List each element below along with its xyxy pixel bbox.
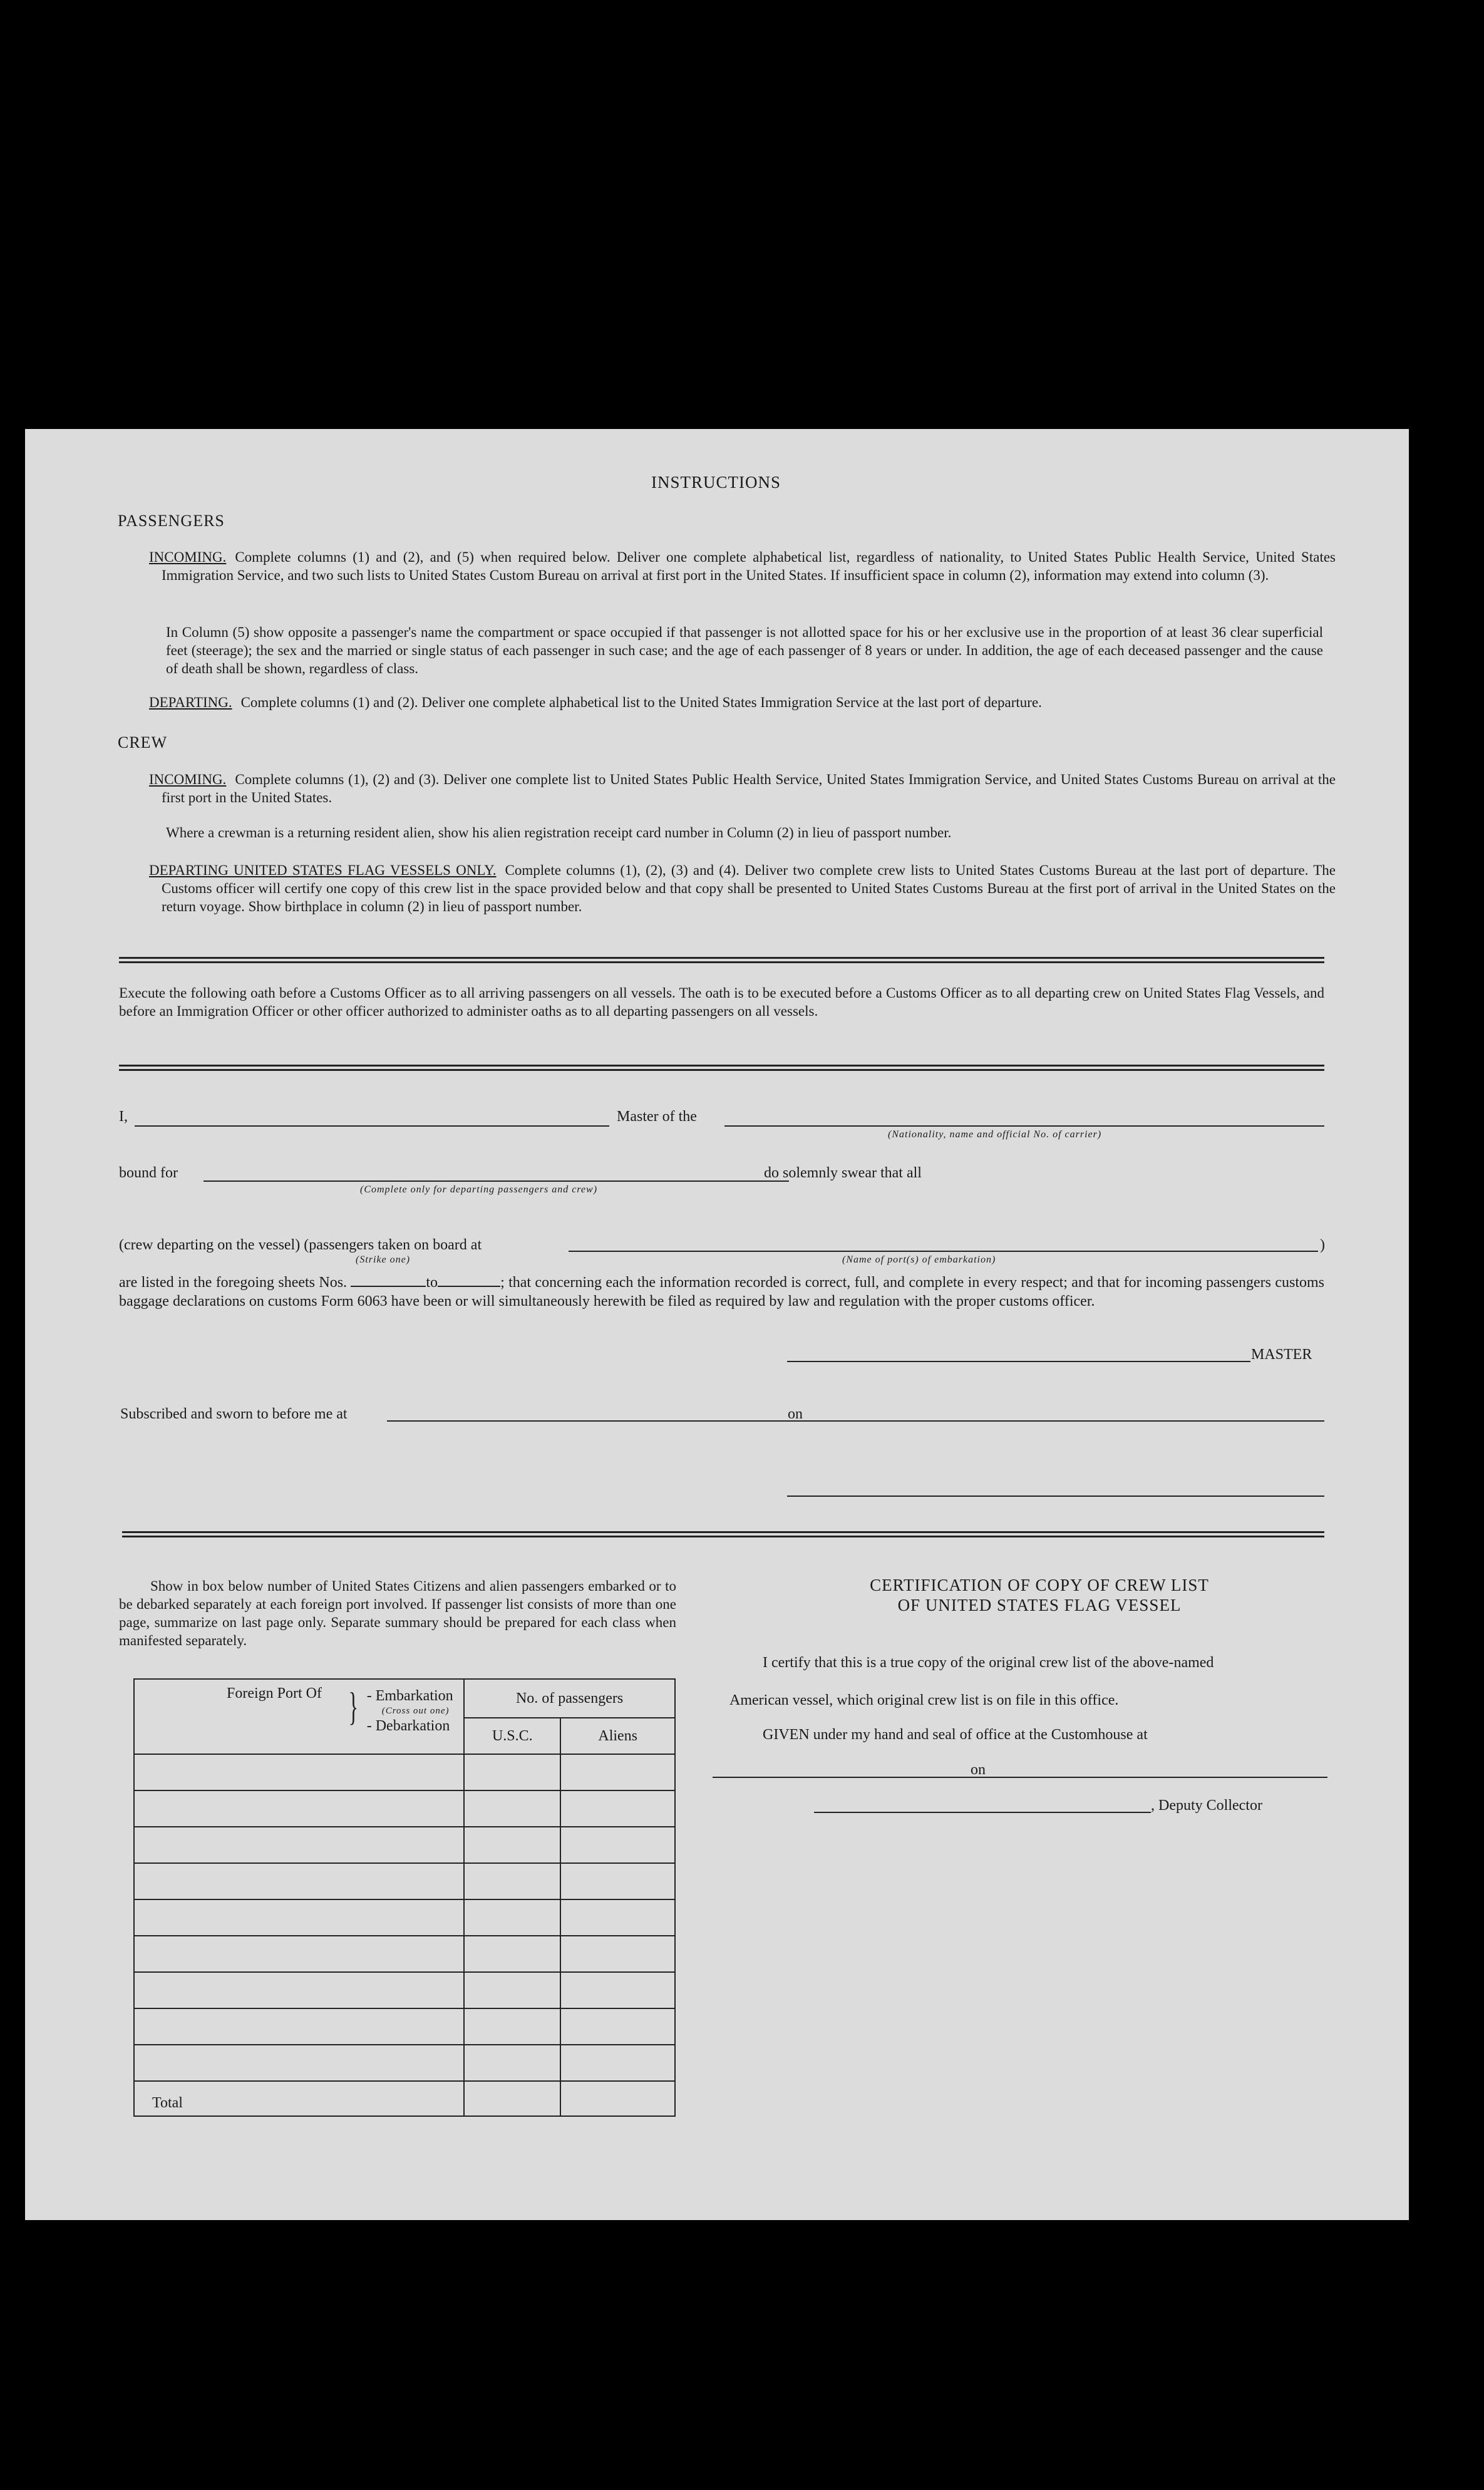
on-label: on [788, 1406, 803, 1422]
listed-label: are listed in the foregoing sheets Nos. [119, 1274, 348, 1291]
aliens-cell[interactable] [560, 1827, 675, 1863]
oath-intro: Execute the following oath before a Customs Officer as to all arriving passengers on all vessels. The oath is to be executed before a Customs Officer as to all departing crew on United States Flag Vessels, and before an Immigration Officer or other officer authorized to administer oaths as to all departing passengers on all vessels. [119, 985, 1324, 1019]
strike-one-caption: (Strike one) [356, 1254, 411, 1265]
passengers-departing-paragraph [149, 693, 1323, 711]
port-cell[interactable] [134, 1899, 464, 1936]
sworn-date-field[interactable] [808, 1420, 1324, 1422]
listed-paragraph [119, 1273, 1324, 1311]
divider [119, 1065, 1324, 1071]
embarkation-label: - Embarkation [366, 1688, 453, 1704]
crew-departing-label-text: (crew departing on the vessel) (passengers taken on board at [119, 1237, 482, 1253]
certify-text: I certify that this is a true copy of the original crew list of the above-named [763, 1655, 1214, 1671]
aliens-cell[interactable] [560, 1754, 675, 1790]
aliens-cell[interactable] [560, 1972, 675, 2008]
cert-on-label: on [971, 1762, 986, 1778]
aliens-cell[interactable] [560, 1790, 675, 1827]
port-cell[interactable] [134, 1754, 464, 1790]
master-signature-field[interactable] [787, 1361, 1250, 1362]
carrier-field[interactable] [724, 1125, 1324, 1127]
i-label: I, [119, 1108, 128, 1125]
port-cell[interactable] [134, 1972, 464, 2008]
port-cell[interactable] [134, 1827, 464, 1863]
usc-cell[interactable] [464, 1972, 560, 2008]
summary-intro: Show in box below number of United States Citizens and alien passengers embarked or to be debarked separately at each foreign port involved. If passenger list consists of more than one page, summarize on last page only. Separate summary should be prepared for each class when manifested separately. [119, 1578, 676, 1648]
sheet-to-field[interactable] [438, 1273, 500, 1287]
customhouse-field[interactable] [713, 1777, 988, 1778]
sworn-place-field[interactable] [387, 1420, 813, 1422]
crew-departing-paragraph [149, 861, 1336, 916]
passengers-incoming-label: INCOMING. [149, 549, 227, 565]
aliens-cell[interactable] [560, 2045, 675, 2081]
crew-heading: CREW [118, 733, 168, 752]
crew-resident-paragraph: Where a crewman is a returning resident alien, show his alien registration receipt card number in Column (2) in lieu of passport number. [166, 825, 952, 840]
form-page [25, 429, 1409, 2220]
embarkation-ports-field[interactable] [569, 1251, 1318, 1252]
passengers-heading: PASSENGERS [118, 512, 225, 530]
crew-incoming-text: Complete columns (1), (2) and (3). Deliver one complete list to United States Public Health Service, United States Immigration Service, and United States Customs Bureau on arrival at the first port in the United States. [162, 772, 1336, 805]
certification-title-line1: CERTIFICATION OF COPY OF CREW LIST [870, 1576, 1209, 1594]
swear-label: do solemnly swear that all [764, 1165, 922, 1181]
nationality-caption: (Nationality, name and official No. of carrier) [888, 1129, 1102, 1140]
usc-cell[interactable] [464, 1754, 560, 1790]
divider [122, 1531, 1324, 1537]
usc-header: U.S.C. [464, 1718, 560, 1754]
aliens-cell[interactable] [560, 1899, 675, 1936]
port-cell[interactable] [134, 1863, 464, 1899]
usc-cell[interactable] [464, 1863, 560, 1899]
cert-date-field[interactable] [988, 1777, 1327, 1778]
crew-departing-text: Complete columns (1), (2), (3) and (4). Deliver two complete crew lists to United States Customs Bureau at the last port of departure. The Customs officer will certify one copy of this crew list in the space provided below and that copy shall be presented to United States Customs Bureau at the first port of arrival in the United States on the return voyage. Show birthplace in column (2) in lieu of passport number. [162, 862, 1336, 914]
no-passengers-header: No. of passengers [464, 1679, 675, 1718]
passengers-incoming-text: Complete columns (1) and (2), and (5) when required below. Deliver one complete alphabetical list, regardless of nationality, to United States Public Health Service, United States Immigration Service, and two such lists to United States Custom Bureau on arrival at first port in the United States. If insufficient space in column (2), information may extend into column (3). [162, 549, 1336, 583]
cross-out-caption: (Cross out one) [381, 1706, 450, 1716]
divider [119, 957, 1324, 963]
port-cell[interactable] [134, 1790, 464, 1827]
subscribed-label: Subscribed and sworn to before me at [120, 1406, 348, 1422]
column5-paragraph: In Column (5) show opposite a passenger's name the compartment or space occupied if that passenger is not allotted space for his or her exclusive use in the proportion of at least 36 clear superficial feet (steerage); the sex and the married or single status of each passenger in such case; and the age of each passenger of 8 years or under. In addition, the age of each deceased passenger and the cause of death shall be shown, regardless of class. [166, 624, 1323, 676]
given-text: GIVEN under my hand and seal of office at the Customhouse at [763, 1727, 1148, 1743]
summary-table [133, 1678, 676, 2117]
usc-total-cell[interactable] [464, 2081, 560, 2116]
debarkation-label: - Debarkation [366, 1718, 450, 1734]
master-name-field[interactable] [135, 1125, 609, 1127]
passengers-departing-label: DEPARTING. [149, 695, 232, 710]
port-cell[interactable] [134, 1936, 464, 1972]
ports-caption: (Name of port(s) of embarkation) [842, 1254, 996, 1265]
instructions-title: INSTRUCTIONS [651, 473, 781, 492]
passengers-incoming-paragraph [149, 548, 1336, 584]
bound-for-label: bound for [119, 1165, 178, 1181]
passengers-departing-text: Complete columns (1) and (2). Deliver one complete alphabetical list to the United States Immigration Service at the last port of departure. [240, 695, 1042, 710]
usc-cell[interactable] [464, 1936, 560, 1972]
usc-cell[interactable] [464, 1790, 560, 1827]
sheet-from-field[interactable] [351, 1273, 426, 1287]
master-of-label: Master of the [617, 1108, 697, 1125]
listed-rest: ; that concerning each the information recorded is correct, full, and complete in every respect; and that for incoming passengers customs baggage declarations on customs Form 6063 have been or will simultaneously herewith be filed as required by law and regulation with the proper customs officer. [119, 1274, 1324, 1310]
to-label: to [426, 1274, 438, 1291]
officer-signature-field[interactable] [787, 1496, 1324, 1497]
usc-cell[interactable] [464, 1899, 560, 1936]
crew-incoming-paragraph [149, 770, 1336, 807]
aliens-cell[interactable] [560, 2008, 675, 2045]
deputy-collector-label: , Deputy Collector [1151, 1797, 1262, 1814]
certification-title-line2: OF UNITED STATES FLAG VESSEL [897, 1596, 1182, 1614]
aliens-total-cell[interactable] [560, 2081, 675, 2116]
master-label: MASTER [1251, 1346, 1312, 1363]
usc-cell[interactable] [464, 2008, 560, 2045]
port-header-cell [134, 1679, 464, 1754]
usc-cell[interactable] [464, 1827, 560, 1863]
aliens-cell[interactable] [560, 1863, 675, 1899]
certification-title [739, 1575, 1340, 1615]
brace-icon: } [348, 1684, 359, 1728]
port-cell[interactable] [134, 2008, 464, 2045]
port-cell[interactable] [134, 2045, 464, 2081]
aliens-cell[interactable] [560, 1936, 675, 1972]
usc-cell[interactable] [464, 2045, 560, 2081]
aliens-header: Aliens [560, 1718, 675, 1754]
crew-incoming-label: INCOMING. [149, 772, 227, 787]
departing-caption: (Complete only for departing passengers and crew) [360, 1184, 598, 1195]
deputy-signature-field[interactable] [814, 1812, 1151, 1813]
foreign-port-of: Foreign Port Of [227, 1685, 322, 1702]
total-label: Total [134, 2081, 464, 2116]
crew-departing-label: DEPARTING UNITED STATES FLAG VESSELS ONLY. [149, 862, 497, 878]
bound-for-field[interactable] [204, 1180, 789, 1182]
close-paren: ) [1320, 1237, 1325, 1253]
american-text: American vessel, which original crew list is on file in this office. [729, 1692, 1119, 1708]
